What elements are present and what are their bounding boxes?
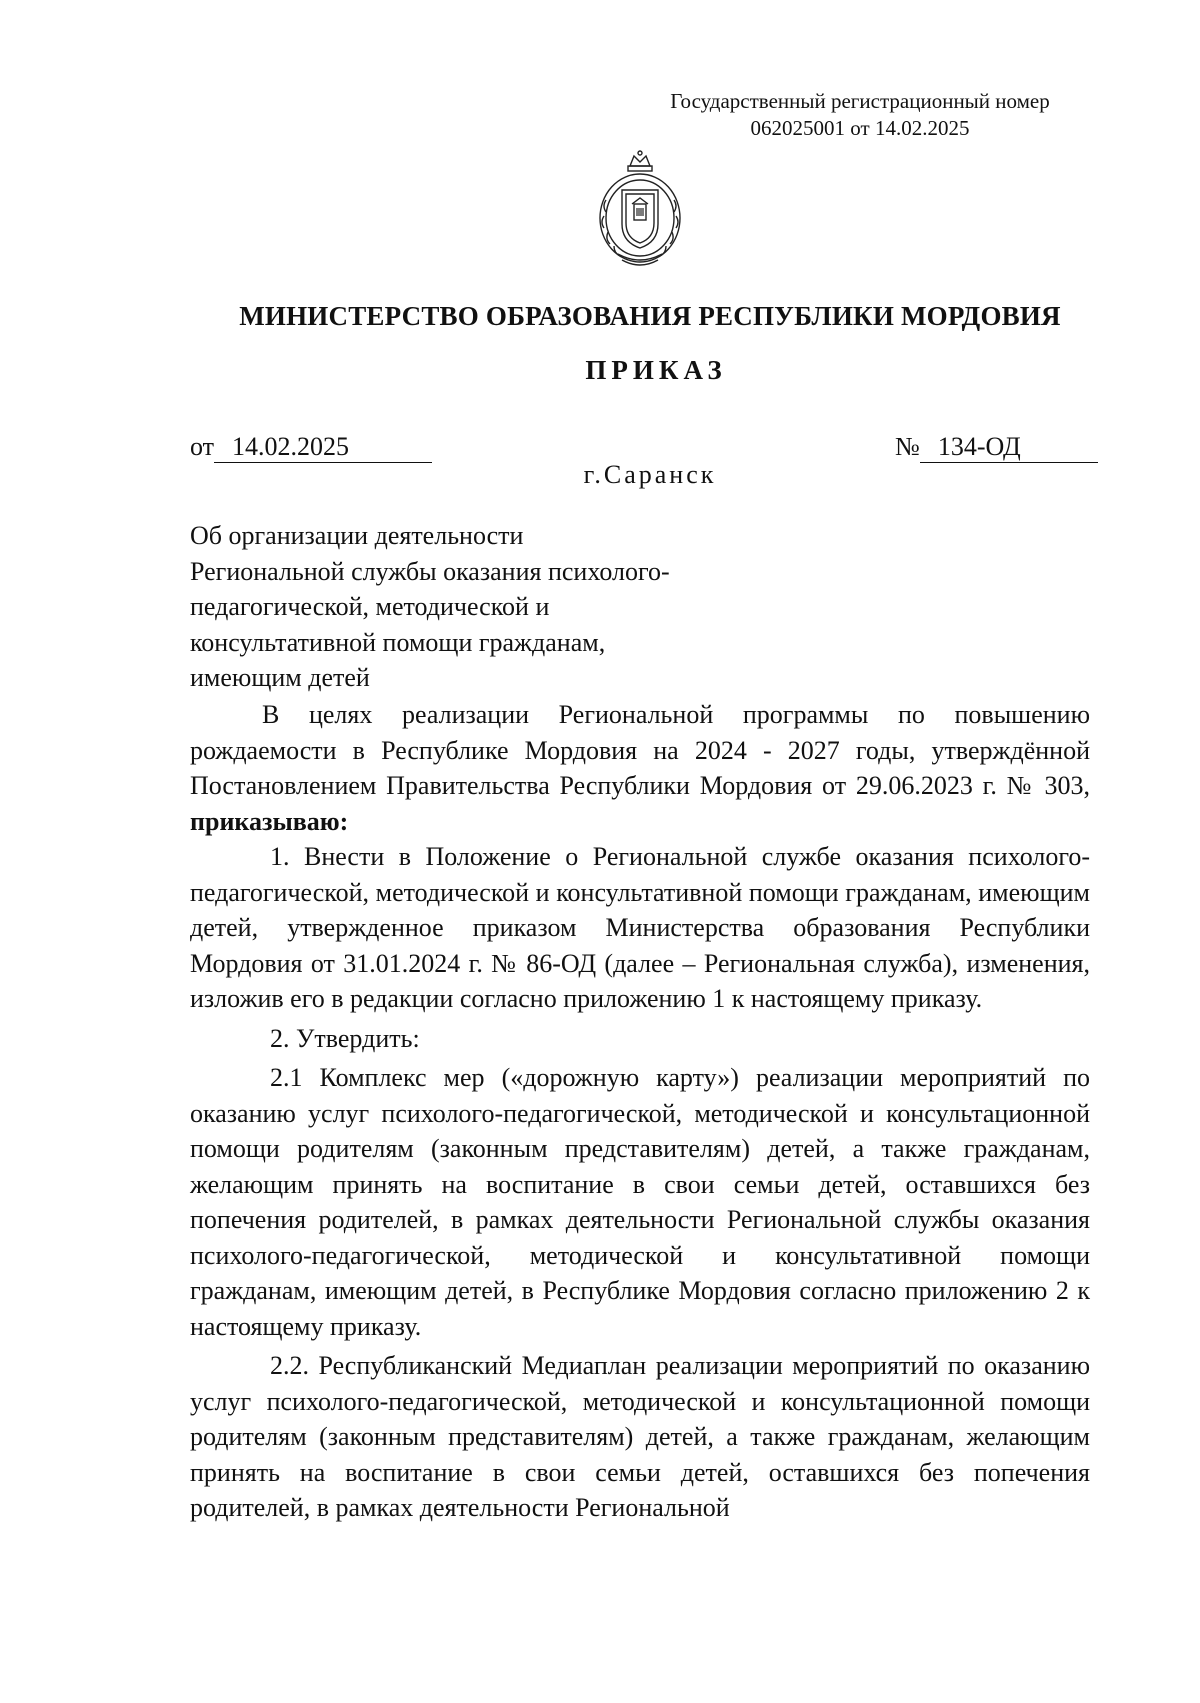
subject-line: педагогической, методической и [190,592,550,621]
order-word: приказываю: [190,806,349,836]
item-2-paragraph: 2. Утвердить: [270,1023,420,1053]
ministry-name: МИНИСТЕРСТВО ОБРАЗОВАНИЯ РЕСПУБЛИКИ МОРДОВИЯ [239,301,1061,331]
item-2-1-paragraph: 2.1 Комплекс мер («дорожную карту») реализации мероприятий по оказанию услуг психолого-педагогической, методической и консультационной помощи родителям (законным представителям) детей, а также гражданам, желающим принять на воспитание в свои семьи детей, оставшихся без попечения родителей, в рамках деятельности Региональной службы оказания психолого-педагогической, методической и консультативной помощи гражданам, имеющим детей, в Республике Мордовия согласно приложению 2 к настоящему приказу. [190,1063,1090,1341]
registration-line-2: 062025001 от 14.02.2025 [750,116,970,140]
order-subject [190,518,730,696]
registration-line-1: Государственный регистрационный номер [670,89,1050,113]
coat-of-arms-icon [592,150,688,272]
city: г.Саранск [583,460,717,489]
number-value: 134-ОД [920,432,1098,463]
preamble-paragraph [190,697,1090,839]
order-body [190,697,1090,1526]
document-title: ПРИКАЗ [585,355,727,385]
item-1-paragraph: 1. Внести в Положение о Региональной службе оказания психолого-педагогической, методической и консультативной помощи гражданам, имеющим детей, утвержденное приказом Министерства образования Республики Мордовия от 31.01.2024 г. № 86-ОД (далее – Региональная служба), изменения, изложив его в редакции согласно приложению 1 к настоящему приказу. [190,842,1090,1013]
registration-number-block [600,88,1120,142]
preamble-text: В целях реализации Региональной программы по повышению рождаемости в Республике Мордовия на 2024 - 2027 годы, утверждённой Постановлением Правительства Республики Мордовия от 29.06.2023 г. № 303, [190,700,1090,800]
date-value: 14.02.2025 [214,432,432,463]
document-number [895,432,1098,463]
number-prefix: № [895,432,920,461]
subject-line: Региональной службы оказания психолого- [190,556,670,586]
date-prefix: от [190,432,215,461]
subject-line: консультативной помощи гражданам, [190,627,606,657]
subject-line: Об организации деятельности [190,521,524,550]
document-date [190,432,432,463]
subject-line: имеющим детей [190,663,370,692]
item-2-2-paragraph: 2.2. Республиканский Медиаплан реализации мероприятий по оказанию услуг психолого-педагогической, методической и консультационной помощи родителям (законным представителям) детей, а также гражданам, желающим принять на воспитание в свои семьи детей, оставшихся без попечения родителей, в рамках деятельности Региональной [190,1351,1090,1522]
